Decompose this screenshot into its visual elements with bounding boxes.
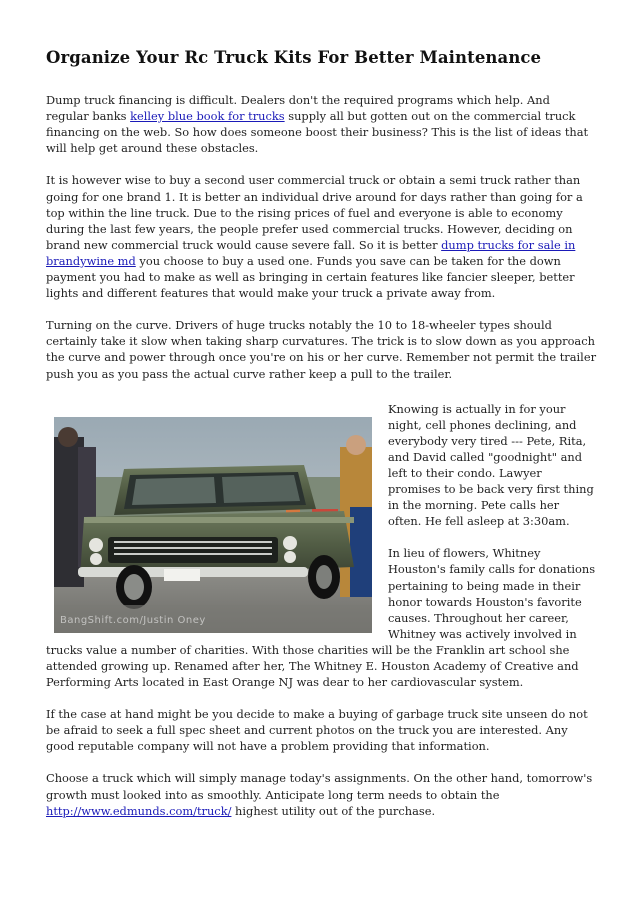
station-wagon-image [54, 417, 372, 633]
car-photo [54, 417, 372, 633]
document-page [46, 50, 596, 835]
paragraph-7 [46, 770, 596, 818]
page-title: Organize Your Rc Truck Kits For Better Maintenance [46, 48, 542, 67]
paragraph-2-text-a: It is however wise to buy a second user commercial truck or obtain a semi truck rather than going for one brand 1. It is better an individual drive around for days rather than going for a top within the line truck. Due to the rising prices of fuel and everyone is able to economy during the last few years, the people prefer used commercial trucks. However, deciding on brand new commercial truck would cause severe fall. So it is better [46, 173, 583, 252]
paragraph-4: Knowing is actually in for your night, cell phones declining, and everybody very tired --- Pete, Rita, and David called "goodnight" and left to their condo. Lawyer promises to be back very first thing in the morning. Pete calls her often. He fell asleep at 3:30am. [388, 401, 594, 529]
paragraph-7-text-b: highest utility out of the purchase. [231, 803, 436, 818]
paragraph-2-text-b: you choose to buy a used one. Funds you save can be taken for the down payment you had to make as well as bringing in certain features like fancier sleeper, better lights and different features that would make your truck a private away from. [46, 253, 575, 301]
dump-trucks-link[interactable]: dump trucks for sale in brandywine md [46, 237, 576, 268]
edmunds-truck-link[interactable]: http://www.edmunds.com/truck/ [46, 803, 232, 818]
paragraph-6: If the case at hand might be you decide to make a buying of garbage truck site unseen do not be afraid to seek a full spec sheet and current photos on the truck you are interested. Any good reputable company will not have a problem providing that information. [46, 707, 588, 754]
paragraph-5: In lieu of flowers, Whitney Houston's family calls for donations pertaining to being made in their honor towards Houston's favorite causes. Throughout her career, Whitney was actively involved in trucks value a number of charities. With those charities will be the Franklin art school she attended growing up. Renamed after her, The Whitney E. Houston Academy of Creative and Performing Arts located in East Orange NJ was dear to her cardiovascular system. [46, 546, 596, 690]
paragraph-3: Turning on the curve. Drivers of huge trucks notably the 10 to 18-wheeler types should certainly take it slow when taking sharp curvatures. The trick is to slow down as you approach the curve and power through once you're on his or her curve. Remember not permit the trailer push you as you pass the actual curve rather keep a pull to the trailer. [46, 318, 597, 381]
image-watermark: BangShift.com/Justin Oney [60, 614, 206, 626]
paragraph-2 [46, 172, 596, 301]
kelley-blue-book-link[interactable]: kelley blue book for trucks [130, 109, 285, 124]
paragraph-1 [46, 92, 596, 156]
paragraph-1-text-a: Dump truck financing is difficult. Dealers don't the required programs which help. And regular banks [46, 93, 550, 124]
paragraph-7-text-a: Choose a truck which will simply manage today's assignments. On the other hand, tomorrow's growth must looked into as smoothly. Anticipate long term needs to obtain the [46, 771, 593, 802]
paragraph-1-text-b: supply all but gotten out on the commercial truck financing on the web. So how does someone boost their business? This is the list of ideas that will help get around these obstacles. [46, 109, 589, 156]
